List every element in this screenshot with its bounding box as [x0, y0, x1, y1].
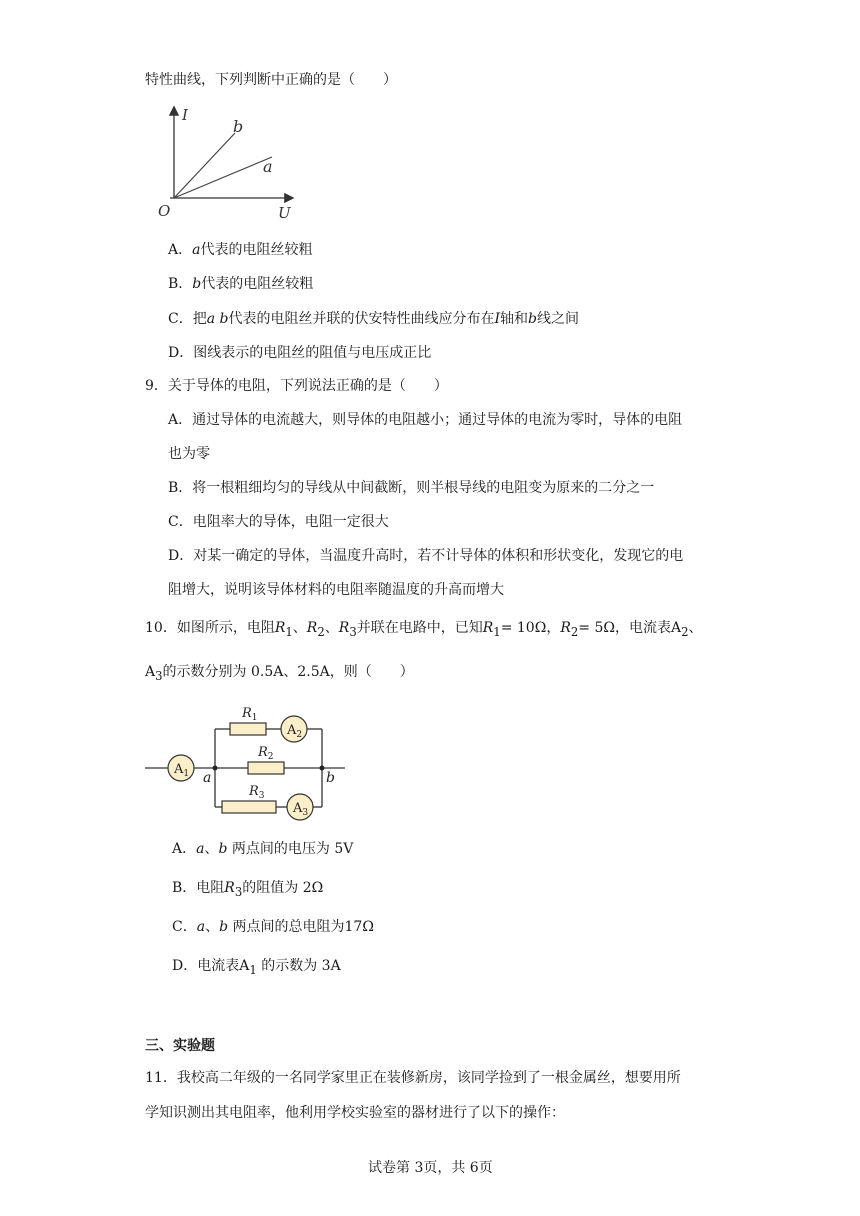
q11-line1: 11．我校高二年级的一名同学家里正在装修新房，该同学捡到了一根金属丝，想要用所 [145, 1070, 681, 1086]
option-text: 代表的电阻丝较粗 [201, 276, 314, 292]
q9-option-c: C．电阻率大的导体，电阻一定很大 [168, 514, 389, 530]
stem-text: 的示数分别为 0.5A、2.5A，则（ ） [162, 664, 414, 680]
var: a [192, 242, 201, 258]
r2-label: $R_2$ [258, 745, 274, 762]
q10-stem-line1: 10．如图所示，电阻$R_1$、$R_2$、$R_3$并联在电路中，已知$R_1= 10\Omega$，$R_2= 5\Omega$，电流表$A_2$、 [145, 620, 703, 639]
option-letter: A． [168, 242, 193, 258]
q8-option-b [168, 274, 313, 294]
stem-text: 并联在电路中，已知 [356, 620, 483, 636]
var: I [494, 311, 501, 327]
node-b-dot [320, 766, 325, 771]
ammeter-a3-label: $A_3$ [293, 801, 309, 818]
var: b [219, 919, 229, 935]
var: R [274, 620, 286, 636]
ammeter-a2-label: $A_2$ [287, 723, 303, 740]
option-text: 轴和 [500, 311, 529, 327]
option-text: 线之间 [537, 311, 579, 327]
q10-stem-line2 [145, 662, 414, 686]
option-text: 两点间的电压为 5V [231, 841, 354, 857]
stem-text: ，电流表A [614, 620, 682, 636]
var: a [206, 311, 216, 327]
sub: 3 [234, 884, 243, 899]
option-letter: B． [168, 276, 193, 292]
q10-option-a [172, 839, 353, 859]
option-letter: A． [172, 841, 197, 857]
sub: 2 [570, 624, 579, 639]
node-a-dot [213, 766, 218, 771]
meter: A [239, 958, 250, 974]
sub: 1 [493, 624, 501, 639]
line-a [174, 157, 272, 198]
q10-option-d [172, 956, 341, 980]
r3-label: $R_3$ [249, 784, 265, 801]
option-text: 代表的电阻丝并联的伏安特性曲线应分布在 [228, 311, 495, 327]
var: a [196, 841, 205, 857]
sep: 、 [205, 919, 220, 935]
var: R [560, 620, 571, 636]
sub: 3 [349, 624, 357, 639]
option-text: 两点间的总电阻为17Ω [232, 919, 374, 935]
q9-option-d-line1: D．对某一确定的导体，当温度升高时，若不计导体的体积和形状变化，发现它的电 [168, 548, 684, 564]
y-axis-label: I [182, 106, 188, 124]
x-axis-label: U [278, 204, 291, 222]
sub: 2 [317, 624, 325, 639]
option-text: 的阻值为 2Ω [242, 880, 324, 896]
line-a-label: a [263, 157, 273, 176]
var: R [306, 620, 318, 636]
var: R [482, 620, 494, 636]
q10-circuit-diagram [145, 700, 350, 822]
ammeter-a1-label: $A_1$ [174, 762, 190, 779]
section-title: 三、实验题 [145, 1038, 215, 1054]
option-text: C．把 [168, 311, 207, 327]
resistor-r1 [230, 723, 266, 735]
q11-line2: 学知识测出其电阻率，他利用学校实验室的器材进行了以下的操作： [145, 1105, 565, 1121]
resistor-r2 [248, 762, 284, 774]
stem-text: 10．如图所示，电阻 [145, 620, 275, 636]
var: a [196, 919, 206, 935]
origin-label: O [158, 202, 171, 220]
var: b [192, 276, 202, 292]
resistor-r3 [222, 801, 276, 813]
option-text: D．电流表 [172, 958, 240, 974]
var: b [219, 311, 229, 327]
var: b [218, 841, 228, 857]
q9-option-d-line2: 阻增大，说明该导体材料的电阻率随温度的升高而增大 [168, 582, 504, 598]
node-b-label: b [326, 770, 335, 786]
q9-option-a-line2: 也为零 [168, 446, 210, 462]
option-text: 代表的电阻丝较粗 [200, 242, 313, 258]
q8-option-c [168, 309, 579, 329]
q9-option-a-line1: A．通过导体的电流越大，则导体的电阻越小；通过导体的电流为零时，导体的电阻 [168, 412, 683, 428]
q8-option-a [168, 240, 312, 260]
q8-option-d: D．图线表示的电阻丝的阻值与电压成正比 [168, 345, 432, 361]
q9-option-b: B．将一根粗细均匀的导线从中间截断，则半根导线的电阻变为原来的二分之一 [168, 480, 655, 496]
q8-stem-tail: 特性曲线，下列判断中正确的是（ ） [145, 72, 397, 88]
sub: 1 [285, 624, 293, 639]
node-a-label: a [203, 770, 212, 786]
q8-iu-graph [150, 100, 310, 225]
var: R [338, 620, 350, 636]
line-b-label: b [233, 117, 244, 136]
meter-label: A [145, 664, 156, 680]
var: b [528, 311, 537, 327]
line-b [174, 133, 235, 198]
sub: 1 [249, 962, 257, 977]
q9-stem: 9．关于导体的电阻，下列说法正确的是（ ） [145, 378, 448, 394]
option-letter: C． [172, 919, 197, 935]
option-text: 的示数为 3A [261, 958, 341, 974]
q10-option-c [172, 917, 374, 937]
var: R [224, 880, 235, 896]
value: = 10Ω [500, 620, 547, 636]
option-text: B．电阻 [172, 880, 225, 896]
sub: 3 [155, 668, 163, 683]
value: = 5Ω [578, 620, 615, 636]
q10-option-b [172, 878, 323, 902]
r1-label: $R_1$ [242, 706, 258, 723]
sub: 2 [681, 624, 689, 639]
sep: 、 [204, 841, 219, 857]
page-footer: 试卷第 3页，共 6页 [368, 1160, 493, 1176]
sep: 、 [688, 620, 703, 636]
